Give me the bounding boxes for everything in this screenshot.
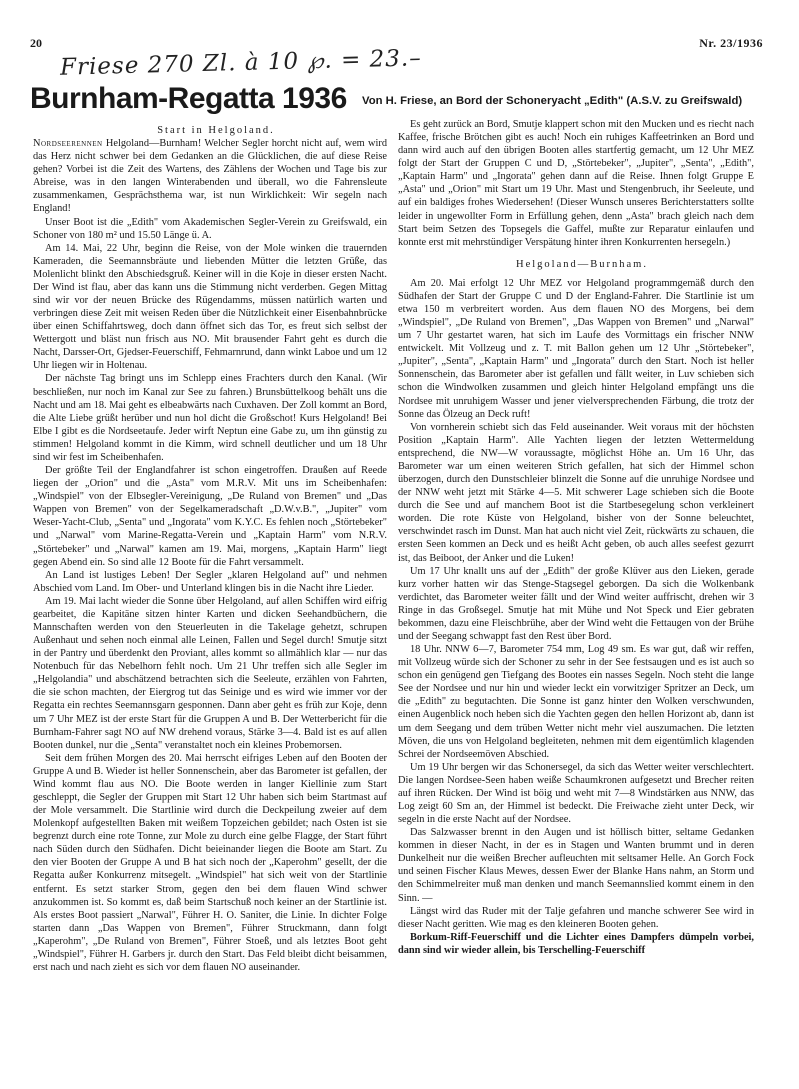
article-title: Burnham-Regatta 1936 [30,82,347,115]
left-column [33,124,387,974]
paragraph: Längst wird das Ruder mit der Talje gefahren und manche schwerer See wird in dieser Nacht geritten. Wie mag es den kleineren Booten gehen. [398,905,754,930]
paragraph: An Land ist lustiges Leben! Der Segler „klaren Helgoland auf" und nehmen Abschied vom Land. Im Ober- und Unterland klingen bis in die Nacht ihre Lieder. [33,569,387,594]
paragraph: Borkum-Riff-Feuerschiff und die Lichter eines Dampfers dümpeln vorbei, dann sind wir wieder allein, bis Terschelling-Feuerschiff [398,931,754,956]
section-heading-start: Start in Helgoland. [157,125,275,136]
page-number: 20 [30,36,42,50]
handwritten-note: Friese 270 Zl. à 10 ℘. = 23.– [59,45,423,81]
paragraph: Am 14. Mai, 22 Uhr, beginn die Reise, von der Mole winken die trauernden Kameraden, die Seemannsbräute und liebenden Mütter die letzten Grüße, das Molenlicht blinkt den Abschiedsgruß. Keiner will in die Koje in dieser ersten Nacht. Der Wind ist flau, aber das kann uns die Stimmung nicht verderben. Gegen Mittag sind wir vor der neuen Brücke des Rügendamms, müssen natürlich warten und verbringen diese Zeit mit weisen Reden über die Nützlichkeit einer Eisenbahnbrücke über einen Schiffahrtsweg, doch dann öffnet sich das Tor, es freut sich selbst der Wettergott und bläst nun frisch aus NO. Mit brausender Fahrt geht es durch die Nacht, Darsser-Ort, Gjedser-Feuerschiff, Fehmarnrund, dann winkt Laboe und um 12 Uhr liegen wir in Holtenau. [33,242,387,372]
paragraph: Am 19. Mai lacht wieder die Sonne über Helgoland, auf allen Schiffen wird eifrig gearbeitet, die Kapitäne sitzen hinter Karten und dicken Seehandbüchern, die Mannschaften werden von den Steuerleuten in die Takelage gehetzt, schrupen Außenhaut und sehen noch einmal alle Leinen, Fallen und Segel durch! Smutje sitzt in der Pantry und überdenkt den Proviant, alles kommt so allmählich klar — nur das Notenbuch für das Nebelhorn fehlt noch. Um 21 Uhr treffen sich alle Segler im „Helgolandia" und abschätzend betrachten sich die Seeleute, erzählen von Fahrten, die sie schon machten, der Eiergrog tut das Seinige und es wird wie immer vor der Regatta ein rechtes Seemannsgarn gesponnen. Dann aber geht es früh zur Koje, denn um 7 Uhr MEZ ist der erste Start für die Gruppen A und B. Der Wetterbericht für die Burnham-Fahrer sagt NO auf NW drehend voraus, Stärke 3—4. Bald ist es auf allen Booten dunkel, nur die „Senta" veranstaltet noch ein kleines Probemorsen. [33,595,387,751]
paragraph: Um 17 Uhr knallt uns auf der „Edith" der große Klüver aus den Lieken, gerade kurz vorher hatten wir das Stenge-Stagsegel geborgen. Da sich die Wolkenbank verdichtet, das Barometer weiter fällt und der Wind weiter auffrischt, drehen wir 3 Ringe in das Großsegel. Smutje hat mit Mühe und Not Speck und Eier gebraten bekommen, dazu eine Fleischbrühe, aber der Wind weht die Fettaugen von der Brühe und der Seegang schwappt fast den Rest über Bord. [398,565,754,642]
paragraph: Das Salzwasser brennt in den Augen und ist höllisch bitter, seltame Gedanken kommen in dieser Nacht, in der es in Stagen und Wanten brummt und in deren Dunkelheit nur die weißen Brecher aufleuchten mit seltsamer Helle. An Gorch Fock und seinen Fischer Klaus Mewes, dessen Ewer der Blanke Hans nahm, an Storm und den Schimmelreiter muß man denken und manch Seemannslied kommt einem in den Sinn. — [398,827,754,904]
paragraph: Es geht zurück an Bord, Smutje klappert schon mit den Mucken und es riecht nach Kaffee, frische Brötchen gibt es auch! Noch ein ruhiges Kaffeetrinken an Bord und dann wird auch auf den übrigen Booten alles startfertig gemacht, um 12 Uhr MEZ folgt der Start der Gruppen C und D, „Störtebeker", „Jupiter", „Senta", „Edith", „Kaptain Harm" und „Ingorata" gehen dann auf die Reise. Ihnen folgt Gruppe E „Asta" und „Orion" mit Start um 19 Uhr. Mast und Stengenbruch, ihr Seeleute, und auf ein baldiges frohes Wiedersehen! (Dieser Wunsch unseres Berichterstatters sollte leider in ungewollter Form in Erfüllung gehen, denn „Asta" brach gleich nach dem Start beim Setzen des Topsegels die Gaffel, mußte zur Reparatur einlaufen und konnte erst mit mehrstündiger Verspätung hinter ihren Konkurrenten hersegeln.) [398,119,754,248]
lead-word: Nordseerennen [33,138,103,150]
right-column [398,118,754,957]
paragraph [33,137,387,215]
paragraph: Seit dem frühen Morgen des 20. Mai herrscht eifriges Leben auf den Booten der Gruppe A und B. Wieder ist heller Sonnenschein, aber das Barometer ist gefallen, der Wind kommt flau aus NO. Die Boote werden in langer Kiellinie zum Start geschleppt, die Segler der Gruppen mit Start 12 Uhr haben sich beim Startmast auf der Mole versammelt. Die Startlinie wird durch die Deckpeilung zweier auf dem Molenkopf aufgestellten Baken mit weißem Topzeichen gebildet; nach Osten ist sie begrenzt durch eine rote Tonne, zur Mole zu durch eine gelbe Flagge, der Start führt nach Süden durch den Südhafen. Dicht beieinander liegen die Boote am Start. Zu den vier Booten der Gruppe A und B hat sich noch der „Kaperohm" gesellt, der die Regatta außer Konkurrenz mitsegelt. „Windspiel" hat sich weit von der Startlinie entfernt. Es setzt starker Strom, gegen den bei dem flauen Wind schwer anzukommen ist. So kommt es, daß beim Startschuß noch keiner an der Startlinie ist. Als erstes Boot passiert „Narwal", Führer H. O. Saniter, die Linie. In dichter Folge starten dann „Das Wappen von Bremen", Führer Struckmann, dann folgt „Kaperohm", „De Ruland von Bremen", Führer Stoeß, und als letztes Boot geht „Windspiel", Führer H. Garbers jr. durch den Start. Das Feld bleibt dicht beisammen, erst nach und nach zieht es sich vor dem flauen NO auseinander. [33,752,387,973]
paragraph-text: Helgoland—Burnham! Welcher Segler horcht nicht auf, wem wird das Herz nicht schwer bei dem Gedanken an die Glücklichen, die auf diese Reise gehen? Vorbei ist die Zeit des Wartens, des Zählens der Wochen und Tage bis zur Abreise, was in den langen Winterabenden und überall, wo die Fahrensleute zusammenkamen, Gesprächsthema war, ist nun Wirklichkeit: Wir segeln nach England! [33,138,387,215]
paragraph: Der nächste Tag bringt uns im Schlepp eines Frachters durch den Kanal. (Wir beschließen, nur noch im Kanal zur See zu fahren.) Brunsbüttelkoog behält uns die Nacht und am 18. Mai geht es elbeabwärts nach Cuxhaven. Der Zoll kommt an Bord, die Alte Liebe grüßt herüber und nun hol dicht die Großschot! Kurs Helgoland! Bei Elbe I gibt es die Nordseetaufe. Jeder wirft Neptun eine Gabe zu, um ihn günstig zu stimmen! Helgoland kommt in die Kimm, wird schnell deutlicher und um 18 Uhr sind wir fest im Scheibenhafen. [33,373,387,463]
paragraph: Von vornherein schiebt sich das Feld auseinander. Weit voraus mit der höchsten Position „Kaptain Harm". Alle Yachten liegen der letzten Wettermeldung entsprechend, die NW—W voraussagte, möglichst Höhe an. Um 16 Uhr, das Barometer war um einen weiteren Strich gefallen, hat sich der Himmel schon überzogen, durch den Dunstschleier blinzelt die Sonne auf die unruhige Nordsee und der NNW weht jetzt mit Stärke 4—5. Mit schwerer Lage schieben sich die Boote durch die See und auf manchem Boot ist die Startbesegelung schon verkleinert worden. Die rote Küste von Helgoland, bisher von der Sonne beleuchtet, verschwindet rasch im Dunst. Man hat auch nicht viel Zeit, rückwärts zu schauen, die ersten Seen kommen an Deck und es heißt Acht geben, ob auch alles seefest gezurrt ist, das Beiboot, der Anker und die Luken! [398,421,754,564]
section-heading-helgoland-burnham: Helgoland—Burnham. [516,258,648,270]
issue-number: Nr. 23/1936 [699,36,763,50]
paragraph: Unser Boot ist die „Edith" vom Akademischen Segler-Verein zu Greifswald, ein Schoner von 180 m² und 15.50 Länge ü. A. [33,216,387,241]
paragraph: Um 19 Uhr bergen wir das Schonersegel, da sich das Wetter weiter verschlechtert. Die langen Nordsee-Seen haben weiße Schaumkronen aufgesetzt und Brecher reiten auf ihren Rücken. Der Wind ist böig und weht mit 7—8 Windstärken aus NNW, das Log zeigt 60 Sm an, der Himmel ist bedeckt. Die Freiwache zieht unter Deck, wir segeln in die erste Nacht auf der Nordsee. [398,761,754,826]
article-byline: Von H. Friese, an Bord der Schoneryacht „Edith" (A.S.V. zu Greifswald) [362,95,743,107]
paragraph: Der größte Teil der Englandfahrer ist schon eingetroffen. Draußen auf Reede liegen der „Orion" und die „Asta" vom M.R.V. Mit uns im Scheibenhafen: „Windspiel" von der Elbsegler-Vereinigung, „De Ruland von Bremen" und „Das Wappen von Bremen" von der Segelkameradschaft „D.W.v.B.", „Jupiter" vom Weser-Yacht-Club, „Senta" und „Ingorata" vom K.Y.C. Es fehlen noch „Störtebeker" und „Narwal" vom Marine-Regatta-Verein und „Kaptain Harm" vom N.R.V. „Störtebeker" und „Narwal" kamen am 19. Mai, morgens, „Kaptain Harm" liegt gegen Abend ein. So sind alle 12 Boote für die Fahrt versammelt. [33,465,387,568]
paragraph: 18 Uhr. NNW 6—7, Barometer 754 mm, Log 49 sm. Es war gut, daß wir reffen, mit Vollzeug würde sich der Schoner zu sehr in der See festsaugen und es ist auch so schon ein genügend gen Tiefgang des Bootes ein nasses Segeln. Noch steht die lange See der Nordsee und nur hin und wieder leckt ein vorwitziger Spritzer an Deck, um die „Edith" zu begutachten. Die Sonne ist ganz hinter den Wolken verschwunden, einen Augenblick noch heben sich die Yachten gegen den hellen Horizont ab, dann ist um dem Seegang und dem trüben Wetter nicht mehr viel auszumachen. Die letzten Möven, die uns von Helgoland begleiteten, nehmen mit dem eigentümlich klagenden Schrei der Nordseemöven Abschied. [398,644,754,760]
paragraph: Am 20. Mai erfolgt 12 Uhr MEZ vor Helgoland programmgemäß durch den Südhafen der Start der Gruppe C und D der England-Fahrer. Die Startlinie ist um etwa 150 m verbreitert worden. Aus dem flauen NO des Morgens, bei dem „Windspiel", „De Ruland von Bremen", „Das Wappen von Bremen" und „Narwal" um 7 Uhr gestartet waren, hat sich im Laufe des Vormittags ein frischer NNW entwickelt. Mit Vollzeug und z. T. mit Ballon gehen um 12 Uhr „Störtebeker", „Jupiter", „Senta", „Kaptain Harm" und „Ingorata" durch den Start. Noch ist heller Sonnenschein, das Barometer aber ist gefallen und fällt weiter, in Luv schieben sich schon die Windwolken zusammen und gleich hinter Helgoland empfängt uns die Nordsee mit unruhigem Wasser und jener vielversprechenden Färbung, die trotz der Sonne das Ölzeug an Deck ruft! [398,277,754,420]
